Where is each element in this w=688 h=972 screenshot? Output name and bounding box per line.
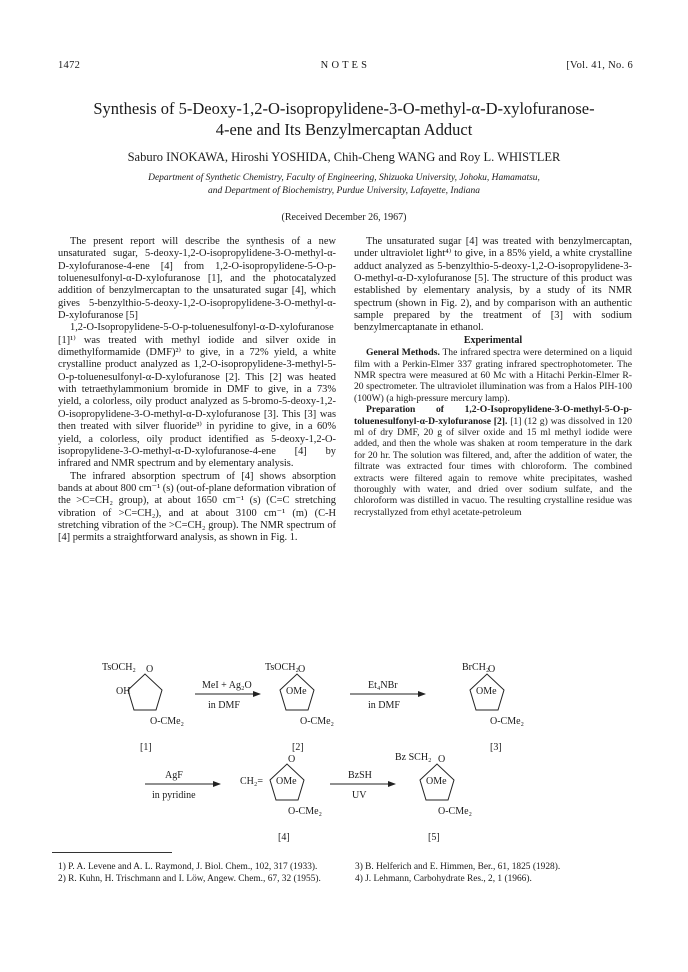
body-paragraph: 1,2-O-Isopropylidene-5-O-p-toluenesulfonyl-α-D-xylofuranose [1]¹⁾ was treated with methyl iodide and silver oxide in dimethylformamide (DMF)²⁾ to give, in a 72% yield, a white crystalline product analyzed as 1,2-O-isopropylidene-3-methyl-5-O-p-toluenesulfonyl-α-D-xylofuranose [2]. This [2] was heated with tetraethylammonium bromide in DMF to give, in a 73% yield, a colorless, oily product analyzed as 5-bromo-5-deoxy-1,2-O-isopropylidene-3-O-methyl-α-D-xylofuranose [3]. This [3] was then treated with silver fluoride³⁾ in pyridine to give, in a 60% yield, a colorless, oily product identified as 5-deoxy-1,2-O-isopropylidene-3-O-methyl-α-D-xylofuranose-4-ene [4] by infrared and NMR spectrum and by elementary analysis.: [58, 322, 336, 470]
body-paragraph: The unsaturated sugar [4] was treated with benzylmercaptan, under ultraviolet light⁴⁾ to give, in a 85% yield, a white crystalline adduct analyzed as 5-benzylthio-5-deoxy-1,2-O-isopropylidene-3-O-methyl-α-D-xylofuranose [5]. The structure of this product was established by elementary analysis, by a study of its NMR spectrum (shown in Fig. 2), and by comparison with an authentic sample prepared by the treatment of [3] with sodium benzylmercaptanate in ethanol.: [354, 236, 632, 334]
compound-1-label: [1]: [140, 742, 152, 753]
ring-oxygen: O: [288, 754, 296, 765]
volume-info: [Vol. 41, No. 6: [566, 60, 633, 71]
body-paragraph: The infrared absorption spectrum of [4] shows absorption bands at about 800 cm⁻¹ (s) (out-of-plane deformation vibration of the >C=CH₂ group), at about 1650 cm⁻¹ (s) (C=C stretching vibration of >C=CH₂), and at about 3100 cm⁻¹ (m) (C-H stretching vibration of the >C=CH₂ group). The NMR spectrum of [4] permits a straightforward analysis, as shown in Fig. 1.: [58, 470, 336, 544]
compound-4-group: CH₂=: [240, 776, 264, 787]
ring-oxygen: O: [438, 754, 446, 765]
compound-5-isopropylidene: O-CMe₂: [438, 806, 473, 817]
compound-4-isopropylidene: O-CMe₂: [288, 806, 323, 817]
condition-2: in DMF: [368, 700, 400, 711]
ring-oxygen: O: [488, 664, 496, 675]
condition-1: in DMF: [208, 700, 240, 711]
left-column: [58, 236, 336, 545]
prep-heading: Preparation of 1,2-O-Isopropylidene-3-O-methyl-5-O-p-toluenesulfonyl-α-D-xylofuranose [2].: [354, 404, 632, 427]
methods-paragraph: [354, 347, 632, 404]
methods-text: The infrared spectra were determined on a liquid film with a Perkin-Elmer 337 grating infrared spectrophotometer. The NMR spectra were measured at 60 Mc with a Hitachi Perkin-Elmer R-20 spectrometer. The ultraviolet illumination was from a Halos PIH-100 (100W) (a high-pressure mercury lamp).: [354, 347, 632, 404]
body-paragraph: The present report will describe the synthesis of a new unsaturated sugar, 5-deoxy-1,2-O-isopropylidene-3-O-methyl-α-D-xylofuranose-4-ene [4] from 1,2-O-isopropylidene-5-O-p-toluenesulfonyl-α-D-xylofuranose [1], and the photocatalyzed addition of benzylmercaptan to the unsaturated sugar [4], which gives 5-benzylthio-5-deoxy-1,2-O-isopropylidene-3-O-methyl-α-D-xylofuranose [5]: [58, 236, 336, 322]
condition-4: UV: [352, 790, 367, 801]
running-header: N O T E S: [320, 60, 368, 71]
compound-2-isopropylidene: O-CMe₂: [300, 716, 335, 727]
compound-5-sub: OMe: [426, 776, 447, 787]
reagent-2: Et₄NBr: [368, 680, 398, 691]
reagent-1: MeI + Ag₂O: [202, 680, 252, 691]
page-number: 1472: [58, 60, 81, 71]
footnotes-right: [355, 862, 635, 885]
reaction-scheme: [90, 652, 600, 847]
title-line-1: Synthesis of 5-Deoxy-1,2-O-isopropylidene-3-O-methyl-α-D-xylofuranose-: [93, 99, 595, 118]
received-date: (Received December 26, 1967): [281, 212, 407, 223]
reagent-3: AgF: [165, 770, 183, 781]
prep-paragraph: [354, 404, 632, 518]
paper-title: [40, 98, 648, 140]
compound-2-label: [2]: [292, 742, 304, 753]
author-list: Saburo INOKAWA, Hiroshi YOSHIDA, Chih-Cheng WANG and Roy L. WHISTLER: [127, 150, 561, 164]
compound-5-group: Bz SCH₂: [395, 752, 432, 763]
compound-3-sub: OMe: [476, 686, 497, 697]
compound-2-group: TsOCH₂: [265, 662, 299, 673]
affiliation: [60, 172, 628, 198]
condition-3: in pyridine: [152, 790, 196, 801]
compound-1-sub: OH: [116, 686, 131, 697]
affiliation-line-1: Department of Synthetic Chemistry, Faculty of Engineering, Shizuoka University, Johoku, Hamamatsu,: [148, 173, 540, 183]
compound-3-isopropylidene: O-CMe₂: [490, 716, 525, 727]
footnote-4: 4) J. Lehmann, Carbohydrate Res., 2, 1 (1966).: [355, 873, 532, 884]
footnote-rule: [52, 852, 172, 853]
compound-1-isopropylidene: O-CMe₂: [150, 716, 185, 727]
compound-5-label: [5]: [428, 832, 440, 843]
affiliation-line-2: and Department of Biochemistry, Purdue University, Lafayette, Indiana: [208, 186, 480, 196]
reagent-4: BzSH: [348, 770, 372, 781]
footnote-3: 3) B. Helferich and E. Himmen, Ber., 61, 1825 (1928).: [355, 862, 561, 872]
ring-oxygen: O: [146, 664, 154, 675]
section-heading: Experimental: [463, 334, 523, 346]
compound-4-sub: OMe: [276, 776, 297, 787]
right-column: [354, 236, 632, 518]
compound-2-sub: OMe: [286, 686, 307, 697]
prep-text: [1] (12 g) was dissolved in 120 ml of dry DMF, 20 g of silver oxide and 15 ml methyl iodide were added, and then the whole was shaken at room temperature in the dark for 20 hr. The solution was filtered, and, after the addition of water, the filtrate was extracted four times with chloroform. The combined extracts were filtered again to remove white precipitates, washed thoroughly with water, and dried over sodium sulfate, and the chloroform was distilled in vacuo. The resulting crystalline residue was recrystallyzed from ethyl acetate-petroleum: [354, 415, 632, 518]
compound-3-group: BrCH₂: [462, 662, 490, 673]
compound-1-group: TsOCH₂: [102, 662, 136, 673]
footnotes-left: [58, 862, 338, 885]
ring-oxygen: O: [298, 664, 306, 675]
title-line-2: 4-ene and Its Benzylmercaptan Adduct: [215, 120, 473, 139]
methods-heading: General Methods.: [366, 347, 440, 359]
footnote-2: 2) R. Kuhn, H. Trischmann and I. Löw, Angew. Chem., 67, 32 (1955).: [58, 873, 321, 884]
compound-3-label: [3]: [490, 742, 502, 753]
compound-4-label: [4]: [278, 832, 290, 843]
footnote-1: 1) P. A. Levene and A. L. Raymond, J. Biol. Chem., 102, 317 (1933).: [58, 862, 318, 872]
